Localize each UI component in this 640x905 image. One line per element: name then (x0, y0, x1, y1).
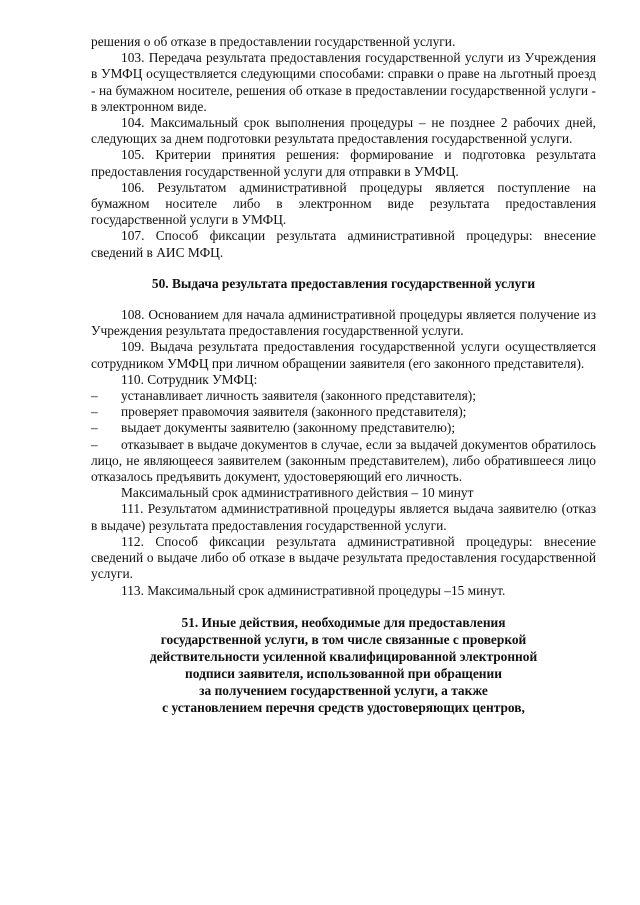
paragraph-111: 111. Результатом административной процедуры является выдача заявителю (отказ в выдаче) результата предоставления государственной услуги. (91, 501, 596, 533)
dash-marker: – (91, 388, 98, 404)
dash-marker: – (91, 404, 98, 420)
section-51-heading (91, 614, 596, 716)
list-item (91, 388, 596, 404)
paragraph-105: 105. Критерии принятия решения: формирование и подготовка результата предоставления государственной услуги для отправки в УМФЦ. (91, 147, 596, 179)
paragraph-max-time: Максимальный срок административного действия – 10 минут (121, 485, 474, 501)
list-item-text: устанавливает личность заявителя (законного представителя); (121, 388, 476, 404)
section-50-heading: 50. Выдача результата предоставления государственной услуги (151, 275, 536, 291)
paragraph-108: 108. Основанием для начала административной процедуры является получение из Учреждения результата предоставления государственной услуги. (91, 307, 596, 339)
heading-line: подписи заявителя, использованной при обращении (185, 665, 502, 681)
paragraph-110: 110. Сотрудник УМФЦ: (121, 371, 258, 387)
list-item (91, 404, 596, 420)
list-item-text: проверяет правомочия заявителя (законного представителя); (121, 404, 467, 420)
paragraph-103: 103. Передача результата предоставления государственной услуги из Учреждения в УМФЦ осуществляется следующими способами: справки о праве на льготный проезд - на бумажном носителе, решения об отказе в предоставлении государственной услуги - в электронном виде. (91, 50, 596, 114)
heading-line: государственной услуги, в том числе связанные с проверкой (160, 631, 527, 647)
paragraph-112: 112. Способ фиксации результата административной процедуры: внесение сведений о выдаче либо об отказе в выдаче результата предоставления государственной услуги. (91, 533, 596, 582)
list-item (91, 437, 596, 486)
paragraph-107: 107. Способ фиксации результата административной процедуры: внесение сведений в АИС МФЦ. (91, 228, 596, 260)
list-item-text: отказывает в выдаче документов в случае, если за выдачей документов обратилось лицо, не являющееся заявителем (законным представителем), либо обратившееся лицо отказалось предъявить документ, удостоверяющий его личность. (91, 436, 596, 485)
dash-marker: – (91, 436, 98, 452)
heading-line: с установлением перечня средств удостоверяющих центров, (162, 699, 525, 715)
paragraph-113: 113. Максимальный срок административной процедуры –15 минут. (121, 582, 506, 598)
heading-line: 51. Иные действия, необходимые для предоставления (181, 614, 506, 630)
dash-marker: – (91, 420, 98, 436)
paragraph-continuation: решения о об отказе в предоставлении государственной услуги. (91, 34, 456, 49)
heading-line: за получением государственной услуги, а также (199, 682, 488, 698)
heading-line: действительности усиленной квалифицированной электронной (149, 648, 538, 664)
paragraph-104: 104. Максимальный срок выполнения процедуры – не позднее 2 рабочих дней, следующих за днем подготовки результата предоставления государственной услуги. (91, 115, 596, 147)
list-item (91, 420, 596, 436)
paragraph-109: 109. Выдача результата предоставления государственной услуги осуществляется сотрудником УМФЦ при личном обращении заявителя (его законного представителя). (91, 339, 596, 371)
document-page (91, 34, 596, 716)
list-item-text: выдает документы заявителю (законному представителю); (121, 420, 456, 436)
paragraph-106: 106. Результатом административной процедуры является поступление на бумажном носителе либо в электронном виде результата предоставления государственной услуги в УМФЦ. (91, 179, 596, 228)
